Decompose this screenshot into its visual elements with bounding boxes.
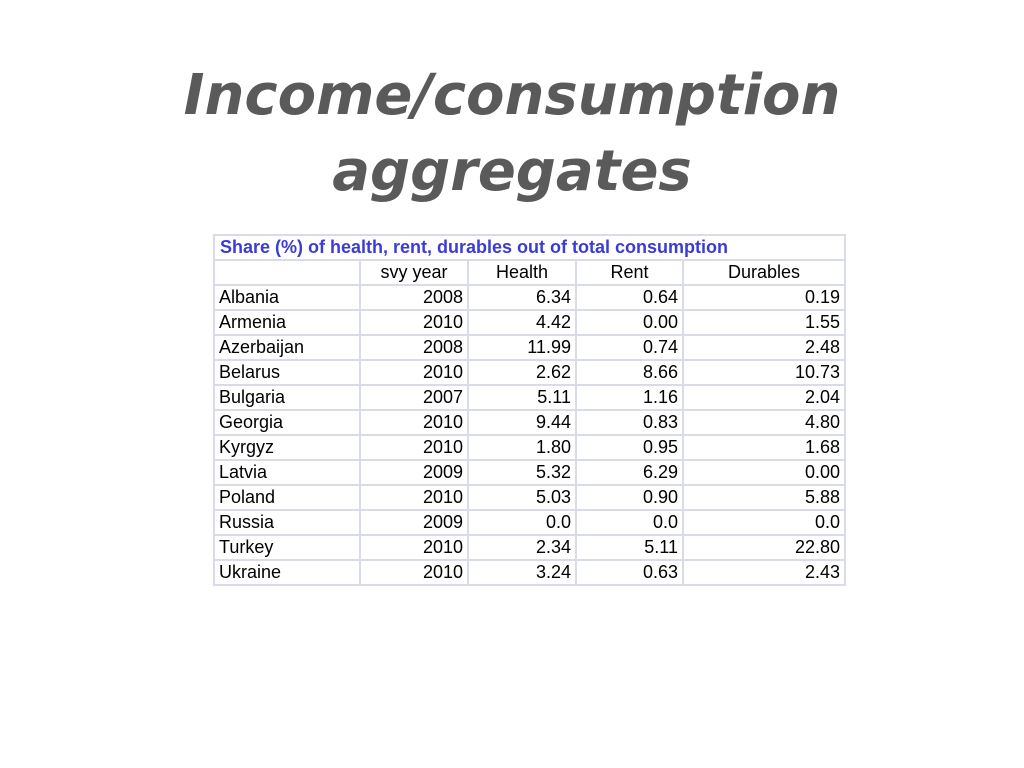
durables-cell: 10.73 [683, 360, 845, 385]
health-cell: 5.32 [468, 460, 576, 485]
table-row [214, 360, 845, 385]
table-row [214, 310, 845, 335]
column-header-rent: Rent [576, 260, 683, 285]
year-cell: 2010 [360, 310, 468, 335]
table-row [214, 385, 845, 410]
rent-cell: 0.00 [576, 310, 683, 335]
table-row [214, 560, 845, 585]
health-cell: 2.62 [468, 360, 576, 385]
table-caption: Share (%) of health, rent, durables out of total consumption [214, 235, 845, 260]
country-cell: Latvia [214, 460, 360, 485]
rent-cell: 0.63 [576, 560, 683, 585]
column-header-durables: Durables [683, 260, 845, 285]
rent-cell: 0.95 [576, 435, 683, 460]
health-cell: 0.0 [468, 510, 576, 535]
year-cell: 2008 [360, 285, 468, 310]
column-header-svy-year: svy year [360, 260, 468, 285]
country-cell: Georgia [214, 410, 360, 435]
durables-cell: 2.43 [683, 560, 845, 585]
durables-cell: 0.0 [683, 510, 845, 535]
table-row [214, 485, 845, 510]
column-header-health: Health [468, 260, 576, 285]
country-cell: Russia [214, 510, 360, 535]
health-cell: 3.24 [468, 560, 576, 585]
country-cell: Bulgaria [214, 385, 360, 410]
country-cell: Turkey [214, 535, 360, 560]
table-row [214, 510, 845, 535]
health-cell: 4.42 [468, 310, 576, 335]
year-cell: 2008 [360, 335, 468, 360]
year-cell: 2010 [360, 535, 468, 560]
durables-cell: 1.68 [683, 435, 845, 460]
table-row [214, 435, 845, 460]
table-caption-row [214, 235, 845, 260]
year-cell: 2010 [360, 435, 468, 460]
health-cell: 11.99 [468, 335, 576, 360]
table-row [214, 460, 845, 485]
table-row [214, 285, 845, 310]
slide-title [0, 58, 1024, 210]
health-cell: 5.11 [468, 385, 576, 410]
year-cell: 2010 [360, 360, 468, 385]
year-cell: 2010 [360, 485, 468, 510]
rent-cell: 0.64 [576, 285, 683, 310]
country-cell: Kyrgyz [214, 435, 360, 460]
table-row [214, 410, 845, 435]
rent-cell: 0.90 [576, 485, 683, 510]
table-row [214, 535, 845, 560]
table-row [214, 335, 845, 360]
year-cell: 2007 [360, 385, 468, 410]
durables-cell: 1.55 [683, 310, 845, 335]
rent-cell: 0.0 [576, 510, 683, 535]
health-cell: 6.34 [468, 285, 576, 310]
rent-cell: 0.83 [576, 410, 683, 435]
year-cell: 2009 [360, 510, 468, 535]
health-cell: 2.34 [468, 535, 576, 560]
column-header-country [214, 260, 360, 285]
rent-cell: 8.66 [576, 360, 683, 385]
year-cell: 2010 [360, 560, 468, 585]
durables-cell: 2.48 [683, 335, 845, 360]
durables-cell: 0.00 [683, 460, 845, 485]
consumption-share-table [213, 234, 846, 586]
rent-cell: 6.29 [576, 460, 683, 485]
title-line-1: Income/consumption [183, 63, 841, 128]
durables-cell: 22.80 [683, 535, 845, 560]
country-cell: Azerbaijan [214, 335, 360, 360]
country-cell: Belarus [214, 360, 360, 385]
rent-cell: 0.74 [576, 335, 683, 360]
health-cell: 1.80 [468, 435, 576, 460]
table-header-row [214, 260, 845, 285]
durables-cell: 4.80 [683, 410, 845, 435]
health-cell: 5.03 [468, 485, 576, 510]
country-cell: Armenia [214, 310, 360, 335]
country-cell: Poland [214, 485, 360, 510]
durables-cell: 0.19 [683, 285, 845, 310]
year-cell: 2009 [360, 460, 468, 485]
title-line-2: aggregates [332, 139, 692, 204]
health-cell: 9.44 [468, 410, 576, 435]
country-cell: Albania [214, 285, 360, 310]
durables-cell: 5.88 [683, 485, 845, 510]
country-cell: Ukraine [214, 560, 360, 585]
rent-cell: 5.11 [576, 535, 683, 560]
durables-cell: 2.04 [683, 385, 845, 410]
rent-cell: 1.16 [576, 385, 683, 410]
year-cell: 2010 [360, 410, 468, 435]
